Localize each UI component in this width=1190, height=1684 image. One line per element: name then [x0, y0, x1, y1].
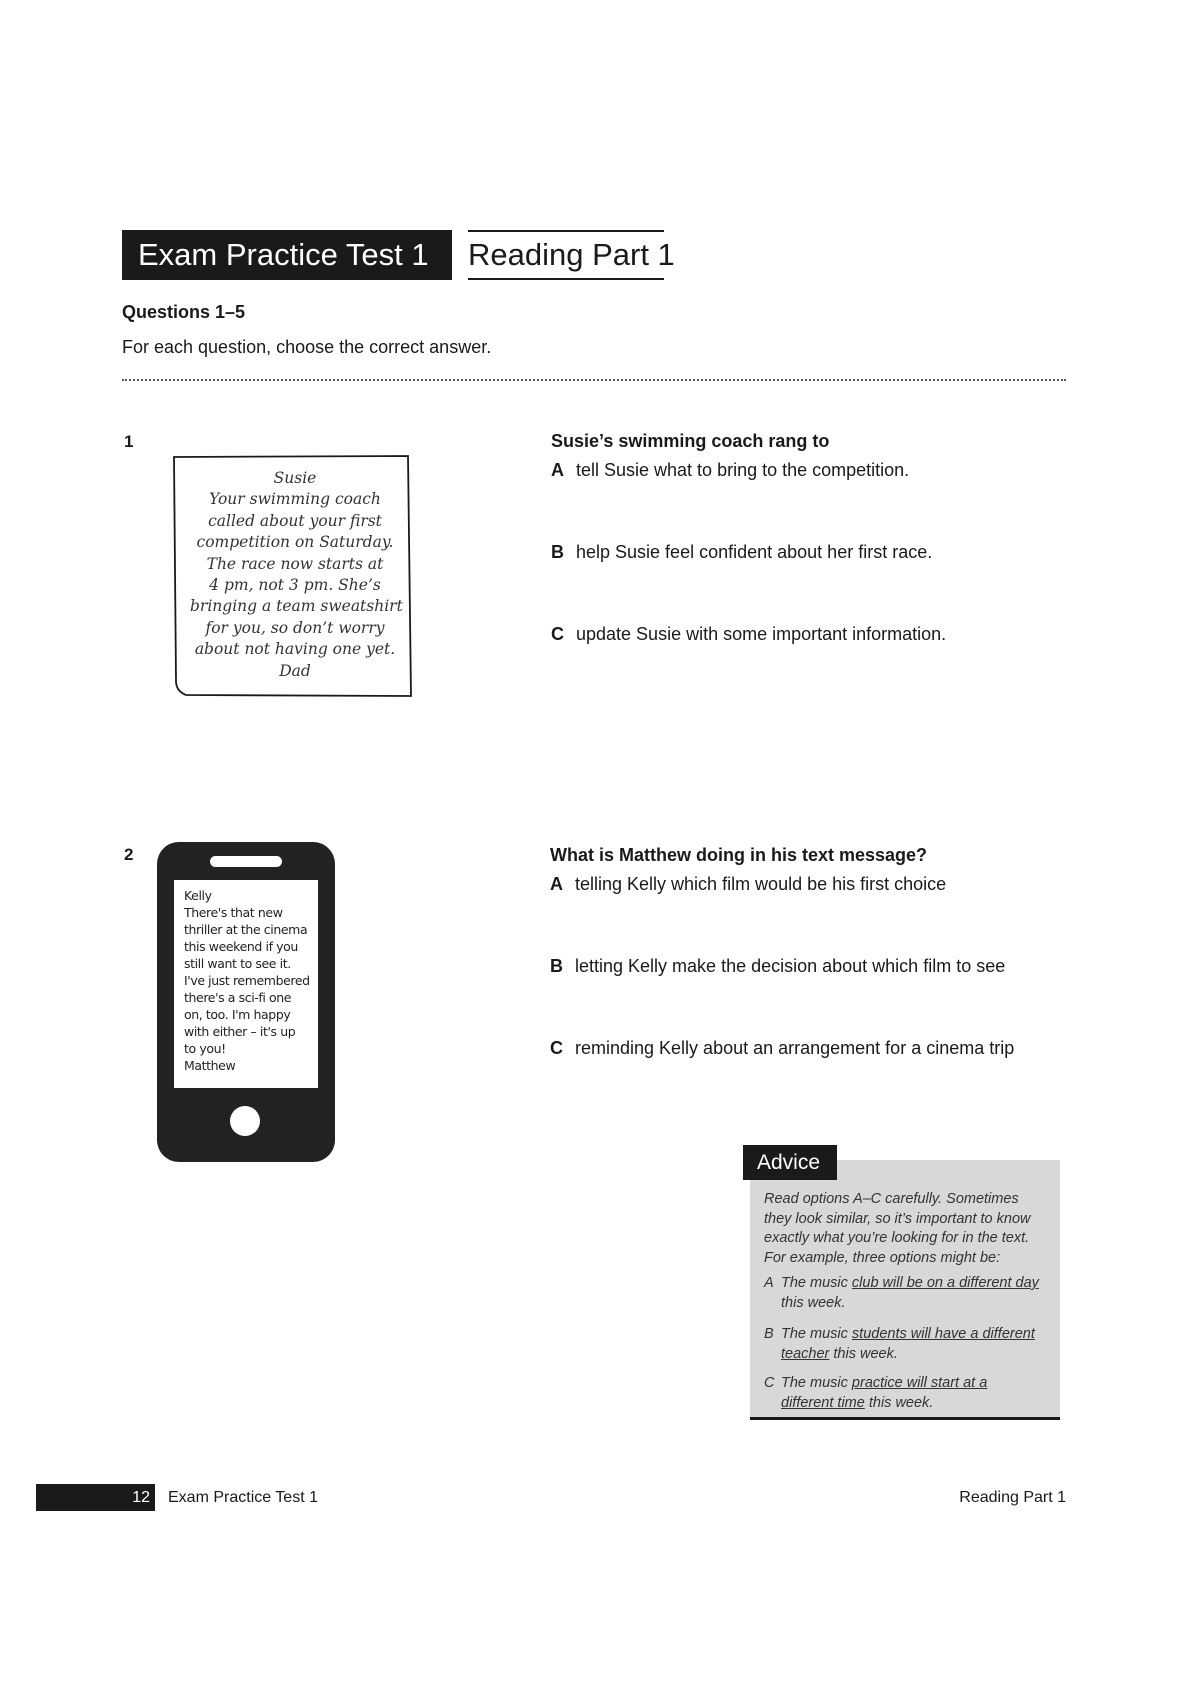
question-1-option-c[interactable]: [551, 624, 946, 645]
note-line: Your swimming coach: [209, 490, 381, 509]
message-line: There's that new: [184, 905, 283, 920]
footer-test-title: Exam Practice Test 1: [168, 1489, 318, 1506]
advice-example-c: [764, 1374, 1054, 1413]
message-line: I've just remembered: [184, 973, 310, 988]
page-number: 12: [132, 1489, 150, 1506]
message-line: thriller at the cinema: [184, 922, 308, 937]
advice-suffix: this week.: [829, 1345, 898, 1362]
message-line: this weekend if you: [184, 939, 298, 954]
message-line: still want to see it.: [184, 956, 291, 971]
instruction-text: For each question, choose the correct answer.: [122, 337, 492, 357]
option-text: update Susie with some important information.: [576, 624, 947, 644]
question-2-option-b[interactable]: [550, 956, 1005, 977]
message-line: Matthew: [184, 1058, 236, 1073]
question-2-number: 2: [124, 845, 134, 864]
note-line: about not having one yet.: [194, 640, 396, 659]
note-message: [190, 468, 403, 682]
note-line: 4 pm, not 3 pm. She’s: [209, 576, 381, 595]
message-line: with either – it's up: [184, 1024, 296, 1039]
advice-example-b: [764, 1325, 1054, 1364]
advice-label: Advice: [743, 1145, 837, 1180]
option-letter: A: [550, 874, 563, 894]
note-line: for you, so don’t worry: [205, 618, 385, 637]
message-line: on, too. I'm happy: [184, 1007, 291, 1022]
advice-example-a: [764, 1274, 1054, 1313]
option-text: tell Susie what to bring to the competition.: [576, 460, 910, 480]
advice-line: they look similar, so it’s important to know: [764, 1210, 1031, 1227]
message-line: to you!: [184, 1041, 226, 1056]
advice-line: For example, three options might be:: [764, 1249, 1001, 1266]
advice-underlined-2: teacher: [781, 1345, 830, 1362]
test-title: Exam Practice Test 1: [122, 230, 452, 280]
advice-underlined: club will be on a different day: [851, 1275, 1039, 1291]
question-2-option-c[interactable]: [550, 1038, 1014, 1059]
option-text: telling Kelly which film would be his first choice: [575, 874, 947, 894]
advice-prefix: The music: [781, 1326, 852, 1342]
phone-speaker: [210, 856, 282, 867]
option-letter: C: [550, 1038, 563, 1058]
question-1-number: 1: [124, 432, 134, 451]
note-line: called about your first: [208, 511, 382, 530]
advice-letter: B: [764, 1326, 774, 1342]
message-line: Kelly: [184, 888, 212, 903]
advice-line: exactly what you’re looking for in the text.: [764, 1230, 1030, 1246]
advice-letter: C: [764, 1375, 775, 1391]
advice-underlined: practice will start at a: [851, 1375, 988, 1391]
option-text: reminding Kelly about an arrangement for a cinema trip: [575, 1038, 1015, 1058]
advice-intro: [764, 1190, 1054, 1268]
note-line: Dad: [279, 661, 311, 680]
question-2-text: What is Matthew doing in his text message?: [550, 845, 928, 865]
option-text: help Susie feel confident about her first race.: [576, 542, 933, 562]
option-letter: B: [550, 956, 563, 976]
dotted-divider: [122, 379, 1066, 381]
question-2-option-a[interactable]: [550, 874, 946, 895]
text-message: [184, 887, 316, 1074]
advice-suffix: this week.: [781, 1294, 846, 1311]
message-line: there's a sci-fi one: [184, 990, 292, 1005]
advice-prefix: The music: [781, 1375, 852, 1391]
advice-prefix: The music: [781, 1275, 852, 1291]
note-line: competition on Saturday.: [196, 533, 394, 552]
advice-underlined-2: different time: [781, 1394, 865, 1411]
advice-underlined: students will have a different: [851, 1326, 1035, 1342]
footer-part-title: Reading Part 1: [959, 1489, 1066, 1506]
question-1-option-b[interactable]: [551, 542, 932, 563]
part-title: Reading Part 1: [468, 230, 664, 280]
note-line: The race now starts at: [206, 554, 384, 573]
option-letter: B: [551, 542, 564, 562]
advice-line: Read options A–C carefully. Sometimes: [764, 1191, 1019, 1207]
option-letter: C: [551, 624, 564, 644]
option-text: letting Kelly make the decision about which film to see: [575, 956, 1006, 976]
note-line: Susie: [273, 469, 317, 487]
option-letter: A: [551, 460, 564, 480]
advice-letter: A: [764, 1275, 774, 1291]
question-1-text: Susie’s swimming coach rang to: [551, 431, 830, 451]
advice-suffix: this week.: [864, 1394, 934, 1411]
note-line: bringing a team sweatshirt: [190, 597, 403, 616]
question-1-option-a[interactable]: [551, 460, 909, 481]
phone-home-button-icon: [230, 1106, 260, 1136]
questions-heading: Questions 1–5: [122, 302, 246, 322]
